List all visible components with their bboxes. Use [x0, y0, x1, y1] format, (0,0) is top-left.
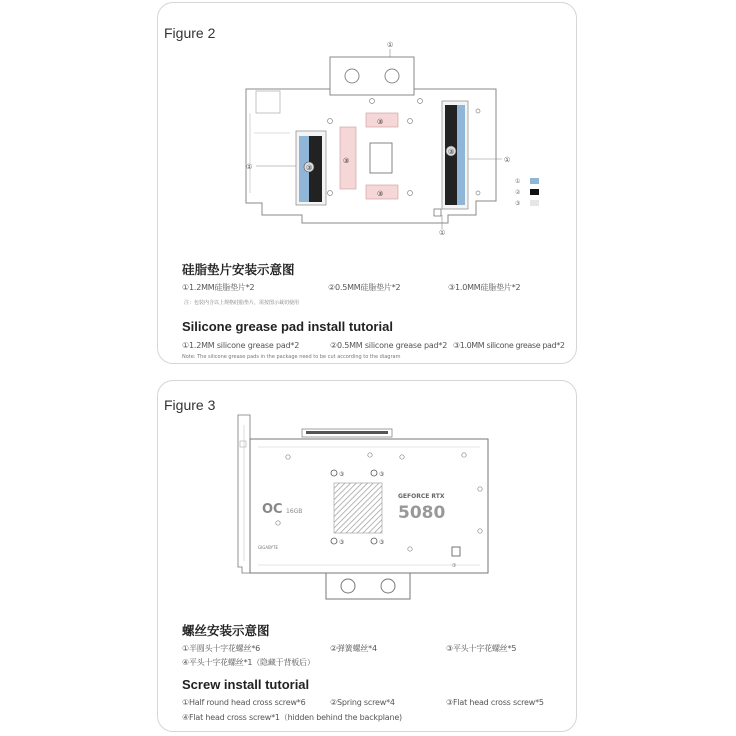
- board-model: 5080: [398, 503, 446, 523]
- pad-label-left: ③: [306, 164, 313, 172]
- pad-label-bottom: ③: [377, 190, 384, 198]
- legend-num-1: ①: [515, 178, 521, 185]
- cn-pad-note: 注：包装内含以上规格硅脂垫片，需按图示裁切使用: [184, 300, 300, 306]
- pad-label-top: ③: [377, 118, 384, 126]
- cn-screw-item-3: ③平头十字花螺丝*5: [446, 644, 517, 653]
- en-screw-item-1: ①Half round head cross screw*6: [182, 698, 306, 707]
- cn-screw-item-4: ④平头十字花螺丝*1（隐藏于背板后）: [182, 658, 315, 667]
- legend-swatch-gray: [530, 200, 539, 206]
- figure-2-en-title: Silicone grease pad install tutorial: [182, 319, 393, 334]
- board-logo-small: 16GB: [286, 508, 303, 515]
- en-pad-note: Note: The silicone grease pads in the package need to be cut according to the diagram: [182, 354, 401, 360]
- cn-pad-item-2: ②0.5MM硅脂垫片*2: [328, 283, 401, 292]
- figure-3-en-title: Screw install tutorial: [182, 677, 310, 692]
- terminal-block: [330, 57, 414, 95]
- board-logo: OC: [262, 502, 283, 517]
- cn-pad-item-3: ③1.0MM硅脂垫片*2: [448, 283, 521, 292]
- cn-pad-item-1: ①1.2MM硅脂垫片*2: [182, 283, 255, 292]
- legend-swatch-blue: [530, 178, 539, 184]
- gpu-die: [370, 143, 392, 173]
- pad-label-center: ③: [343, 157, 350, 165]
- callout-bottom: ①: [439, 229, 446, 237]
- terminal-block-bottom: [326, 573, 410, 599]
- screw-mark: ③: [339, 471, 345, 478]
- board-brand: GEFORCE RTX: [398, 493, 445, 500]
- en-screw-item-3: ③Flat head cross screw*5: [446, 698, 544, 707]
- screw-mark: ③: [379, 471, 385, 478]
- edge-connector: [306, 431, 388, 434]
- screw-diagram: [158, 381, 578, 611]
- en-pad-item-3: ③1.0MM silicone grease pad*2: [453, 341, 565, 350]
- figure-3-card: [157, 380, 577, 732]
- callout-left: ①: [246, 163, 253, 171]
- legend-num-2: ②: [515, 189, 521, 196]
- legend-swatch-black: [530, 189, 539, 195]
- en-screw-item-2: ②Spring screw*4: [330, 698, 395, 707]
- pad-blue-right: [457, 105, 465, 205]
- board-small-text: GIGABYTE: [258, 545, 279, 550]
- callout-top: ①: [387, 41, 394, 49]
- figure-2-card: [157, 2, 577, 364]
- figure-3-label: Figure 3: [164, 397, 216, 413]
- cn-screw-item-1: ①半圆头十字花螺丝*6: [182, 644, 261, 653]
- screw-mark: ③: [339, 539, 345, 546]
- callout-right: ①: [504, 156, 511, 164]
- thermal-pad-diagram: [158, 3, 578, 253]
- screw-mark-small: ①: [452, 563, 457, 569]
- pad-label-right: ③: [448, 148, 455, 156]
- cn-screw-item-2: ②弹簧螺丝*4: [330, 644, 377, 653]
- legend-num-3: ③: [515, 200, 521, 207]
- figure-2-label: Figure 2: [164, 25, 216, 41]
- en-screw-item-4: ④Flat head cross screw*1（hidden behind the backplane): [182, 713, 402, 722]
- en-pad-item-1: ①1.2MM silicone grease pad*2: [182, 341, 300, 350]
- figure-2-cn-title: 硅脂垫片安装示意图: [182, 262, 295, 277]
- figure-3-cn-title: 螺丝安装示意图: [182, 623, 270, 638]
- en-pad-item-2: ②0.5MM silicone grease pad*2: [330, 341, 448, 350]
- gpu-core-area: [334, 483, 382, 533]
- screw-mark: ③: [379, 539, 385, 546]
